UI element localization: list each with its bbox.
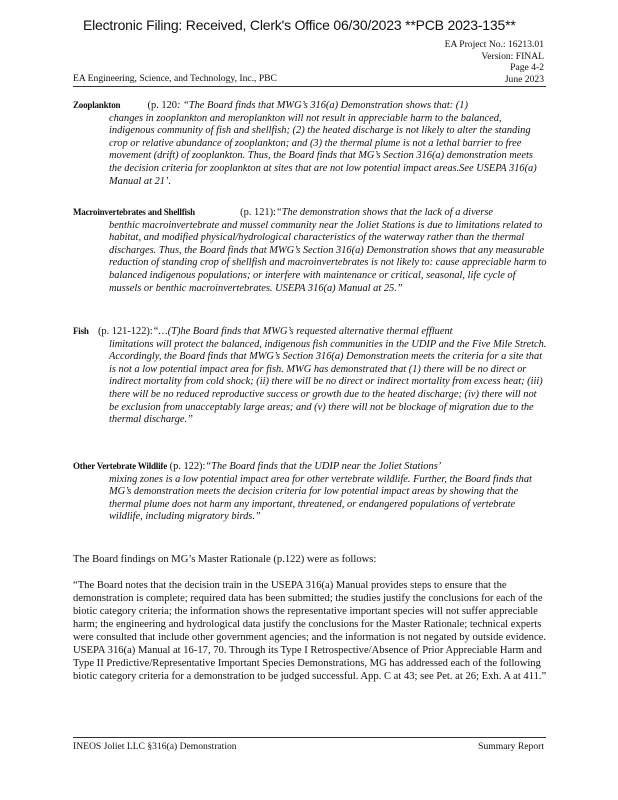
- project-number: EA Project No.: 16213.01: [444, 39, 544, 50]
- page-ref: (p. 122):: [169, 461, 206, 472]
- section-fish: [73, 325, 547, 427]
- page-ref: (p. 121-122):: [97, 326, 153, 337]
- section-macroinvertebrates: [73, 206, 547, 295]
- section-body: limitations will protect the balanced, indigenous fish communities in the UDIP and the Five Mile Stretch. Accordingly, the Board finds that MWG’s Section 316(a) Demonstration meets the criteria for a site that is not a low potential impact area for fish. MWG has demonstrated that (1) there will be no direct or indirect mortality from cold shock; (ii) there will be no direct or indirect mortality from excess heat; (iii) there will be no reduced reproductive success or growth due to the heated discharge; (iv) there will not be exclusion from unacceptably large areas; and (v) there will not be blockage of migration due to the thermal discharge.”: [109, 338, 547, 426]
- section-vertebrate-wildlife: [73, 460, 547, 524]
- header-right: [445, 39, 544, 85]
- company-name: EA Engineering, Science, and Technology, Inc., PBC: [73, 73, 277, 84]
- section-label: Macroinvertebrates and Shellfish: [73, 207, 195, 217]
- report-date: June 2023: [504, 73, 544, 85]
- first-line: “…(T)he Board finds that MWG’s requested alternative thermal effluent: [152, 326, 453, 337]
- first-line: : “The Board finds that MWG’s 316(a) Demonstration shows that: (1): [176, 100, 468, 111]
- section-label: Fish: [73, 326, 89, 336]
- page-ref: (p. 120: [147, 100, 177, 111]
- page-ref: (p. 121):: [240, 207, 276, 218]
- section-body: benthic macroinvertebrate and mussel community near the Joliet Stations is due to limitations related to habitat, and modified physical/hydrological characteristics of the waterway rather than the thermal discharges. Thus, the Board finds that MWG’s Section 316(a) Demonstration shows that any measurable reduction of standing crop of shellfish and macroinvertebrates is not likely to: cause appreciable harm to balanced indigenous populations; or interfere with maintenance or critical, seasonal, life cycle of mussels or benthic macroinvertebrates. USEPA 316(a) Manual at 25.”: [109, 219, 547, 294]
- first-line: “The demonstration shows that the lack of a diverse: [275, 207, 493, 218]
- filing-stamp: Electronic Filing: Received, Clerk's Office 06/30/2023 **PCB 2023-135**: [83, 17, 516, 33]
- section-label: Other Vertebrate Wildlife: [73, 461, 167, 471]
- page-number: Page 4-2: [510, 62, 544, 73]
- master-rationale-quote: “The Board notes that the decision train in the USEPA 316(a) Manual provides steps to ensure that the demonstration is complete; required data has been submitted; the studies justify the conclusions for each of the biotic category criteria; the information shows the representative important species will not suffer appreciable harm; the engineering and hydrological data justify the conclusions for the Master Rationale; technical experts were consulted that include other government agencies; and the information is not negated by outside evidence. USEPA 316(a) Manual at 16-17, 70. Through its Type I Retrospective/Absence of Prior Appreciable Harm and Type II Predictive/Representative Important Species Demonstrations, MG has addressed each of the following biotic category criteria for a demonstration to be judged successful. App. C at 43; see Pet. at 26; Exh. A at 411.”: [73, 580, 547, 682]
- section-label: Zooplankton: [73, 100, 121, 110]
- version: Version: FINAL: [481, 50, 544, 62]
- footer-right: Summary Report: [478, 741, 544, 752]
- first-line: “The Board finds that the UDIP near the Joliet Stations’: [205, 461, 442, 472]
- findings-intro: The Board findings on MG’s Master Rationale (p.122) were as follows:: [73, 554, 377, 565]
- section-body: mixing zones is a low potential impact area for other vertebrate wildlife. Further, the Board finds that MG’s demonstration meets the decision criteria for low potential impact areas by showing that the thermal plume does not harm any important, threatened, or endangered populations of vertebrate wildlife, including migratory birds.”: [109, 473, 532, 523]
- footer-left: INEOS Joliet LLC §316(a) Demonstration: [73, 741, 237, 752]
- footer-rule: [73, 737, 546, 738]
- section-zooplankton: [73, 99, 547, 188]
- section-body: changes in zooplankton and meroplankton will not result in appreciable harm to the balanced, indigenous community of fish and shellfish; (2) the heated discharge is not likely to alter the standing crop or relative abundance of zooplankton; and (3) the thermal plume is not a lethal barrier to free movement (drift) of zooplankton. Thus, the Board finds that MG’s Section 316(a) demonstration meets the decision criteria for zooplankton at sites that are not low potential impact areas.See USEPA 316(a) Manual at 21’.: [109, 112, 537, 187]
- header-rule: [73, 86, 546, 87]
